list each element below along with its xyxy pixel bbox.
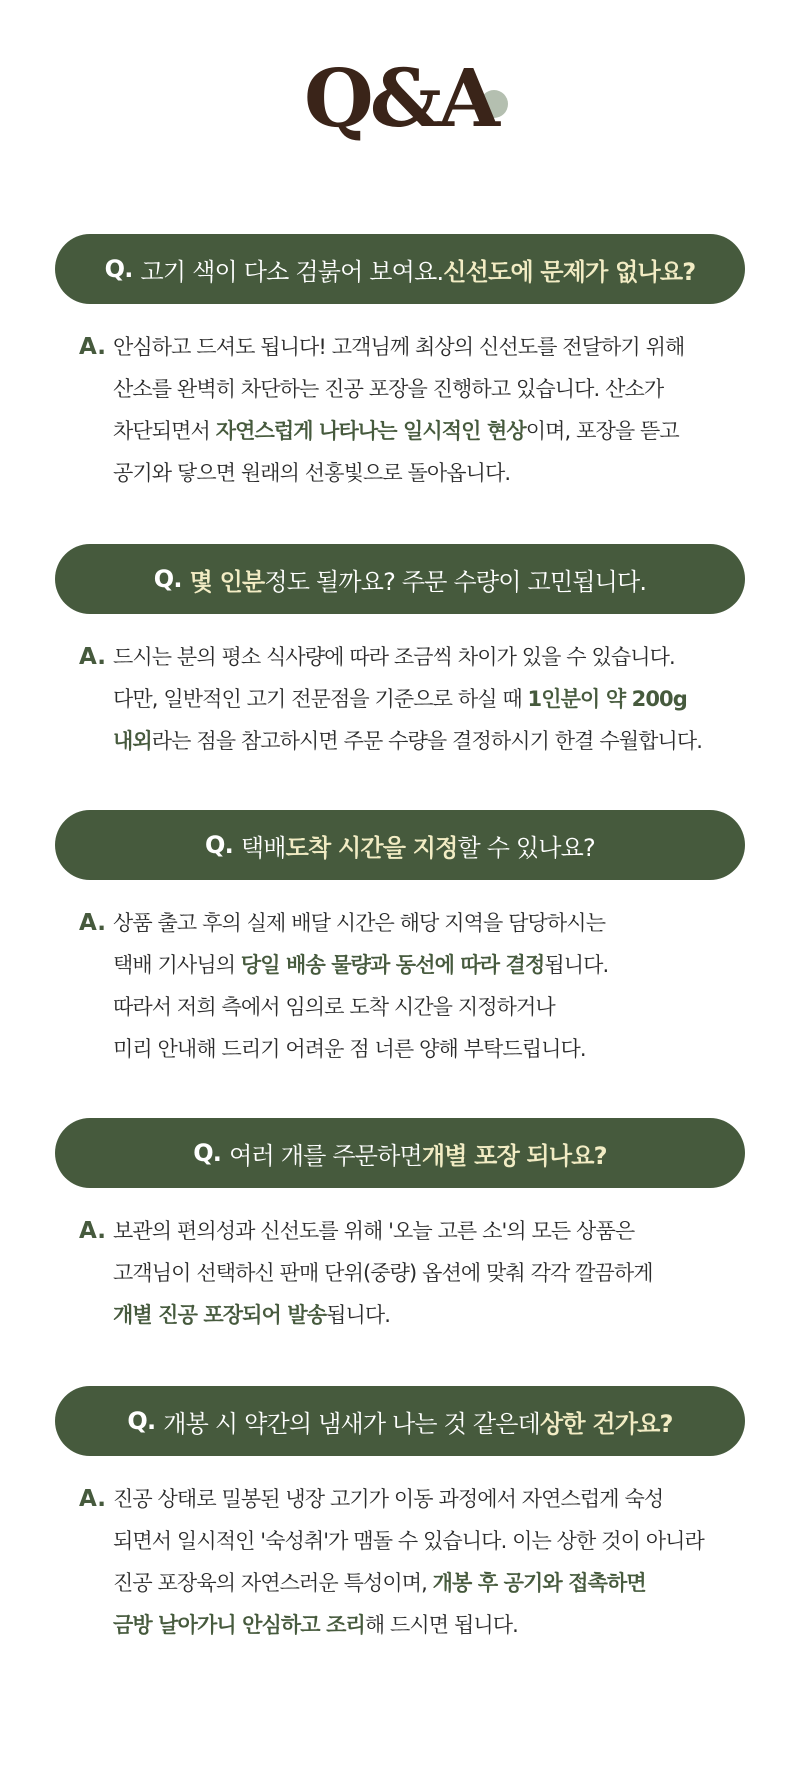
question-text: 택배 [240, 833, 286, 862]
question-mark: Q. [204, 831, 233, 859]
question-pill [55, 1118, 745, 1188]
answer-text: 진공 포장육의 자연스러운 특성이며, [113, 1571, 433, 1595]
answer-line [113, 368, 745, 410]
faq-item-4 [55, 1118, 745, 1336]
answer-text: 됩니다. [326, 1303, 391, 1327]
answer-line [113, 636, 745, 678]
question-highlight: 몇 인분 [189, 567, 265, 596]
question-pill [55, 234, 745, 304]
answer-line [113, 452, 745, 494]
answer-text: 고객님이 선택하신 판매 단위(중량) 옵션에 맞춰 각각 깔끔하게 [113, 1261, 653, 1285]
answer-text: 드시는 분의 평소 식사량에 따라 조금씩 차이가 있을 수 있습니다. [113, 645, 675, 669]
answer [55, 1478, 745, 1646]
answer-highlight: 개봉 후 공기와 접촉하면 [432, 1571, 646, 1595]
answer-mark: A. [79, 910, 106, 936]
answer-line [113, 944, 745, 986]
answer-text: 따라서 저희 측에서 임의로 도착 시간을 지정하거나 [113, 995, 555, 1019]
answer-line [113, 410, 745, 452]
answer [55, 636, 745, 762]
answer-text: 산소를 완벽히 차단하는 진공 포장을 진행하고 있습니다. 산소가 [113, 377, 664, 401]
answer-line [113, 1294, 745, 1336]
answer-line [113, 1478, 745, 1520]
question-text: 개봉 시 약간의 냄새가 나는 것 같은데 [163, 1409, 541, 1438]
answer-line [113, 1210, 745, 1252]
answer-line [113, 902, 745, 944]
answer-line [113, 1562, 745, 1604]
answer-text: 보관의 편의성과 신선도를 위해 '오늘 고른 소'의 모든 상품은 [113, 1219, 635, 1243]
answer-mark: A. [79, 644, 106, 670]
page-title [304, 51, 496, 145]
question-pill [55, 810, 745, 880]
question-highlight: 신선도에 문제가 없나요? [443, 257, 696, 286]
question-text: 할 수 있나요? [457, 833, 596, 862]
answer-line [113, 1028, 745, 1070]
question-highlight: 개별 포장 되나요? [421, 1141, 607, 1170]
answer-text: 안심하고 드셔도 됩니다! 고객님께 최상의 신선도를 전달하기 위해 [113, 335, 685, 359]
answer-text: 되면서 일시적인 '숙성취'가 맴돌 수 있습니다. 이는 상한 것이 아니라 [113, 1529, 704, 1553]
faq-item-3 [55, 810, 745, 1070]
faq-item-5 [55, 1386, 745, 1646]
answer-text: 택배 기사님의 [113, 953, 241, 977]
answer-line [113, 1252, 745, 1294]
answer-text: 미리 안내해 드리기 어려운 점 너른 양해 부탁드립니다. [113, 1037, 586, 1061]
answer [55, 326, 745, 494]
answer-text: 공기와 닿으면 원래의 선홍빛으로 돌아옵니다. [113, 461, 511, 485]
header [0, 51, 800, 145]
answer-line [113, 720, 745, 762]
answer-highlight: 개별 진공 포장되어 발송 [113, 1303, 327, 1327]
answer-text: 진공 상태로 밀봉된 냉장 고기가 이동 과정에서 자연스럽게 숙성 [113, 1487, 664, 1511]
answer-text: 상품 출고 후의 실제 배달 시간은 해당 지역을 담당하시는 [113, 911, 606, 935]
answer-text: 됩니다. [544, 953, 609, 977]
page-title-text: Q&A [304, 51, 496, 145]
question-mark: Q. [104, 255, 133, 283]
question-highlight: 도착 시간을 지정 [285, 833, 458, 862]
answer-highlight: 금방 날아가니 안심하고 조리 [113, 1613, 365, 1637]
answer-text: 다만, 일반적인 고기 전문점을 기준으로 하실 때 [113, 687, 528, 711]
answer-mark: A. [79, 1486, 106, 1512]
question-pill [55, 544, 745, 614]
answer-highlight: 자연스럽게 나타나는 일시적인 현상 [215, 419, 526, 443]
answer-line [113, 678, 745, 720]
answer-highlight: 내외 [113, 729, 152, 753]
answer-mark: A. [79, 1218, 106, 1244]
answer-text: 차단되면서 [113, 419, 216, 443]
answer-highlight: 1인분이 약 200g [527, 687, 687, 711]
answer-line [113, 986, 745, 1028]
answer-text: 라는 점을 참고하시면 주문 수량을 결정하시기 한결 수월합니다. [151, 729, 703, 753]
answer-highlight: 당일 배송 물량과 동선에 따라 결정 [240, 953, 545, 977]
faq-item-2 [55, 544, 745, 762]
answer-text: 이며, 포장을 뜯고 [525, 419, 679, 443]
answer [55, 902, 745, 1070]
answer-text: 해 드시면 됩니다. [364, 1613, 518, 1637]
question-text: 정도 될까요? 주문 수량이 고민됩니다. [264, 567, 647, 596]
answer [55, 1210, 745, 1336]
question-pill [55, 1386, 745, 1456]
answer-line [113, 326, 745, 368]
answer-line [113, 1604, 745, 1646]
answer-line [113, 1520, 745, 1562]
question-text: 여러 개를 주문하면 [229, 1141, 422, 1170]
question-mark: Q. [193, 1139, 222, 1167]
question-text: 고기 색이 다소 검붉어 보여요. [140, 257, 444, 286]
question-mark: Q. [127, 1407, 156, 1435]
faq-item-1 [55, 234, 745, 494]
answer-mark: A. [79, 334, 106, 360]
question-highlight: 상한 건가요? [540, 1409, 673, 1438]
question-mark: Q. [153, 565, 182, 593]
